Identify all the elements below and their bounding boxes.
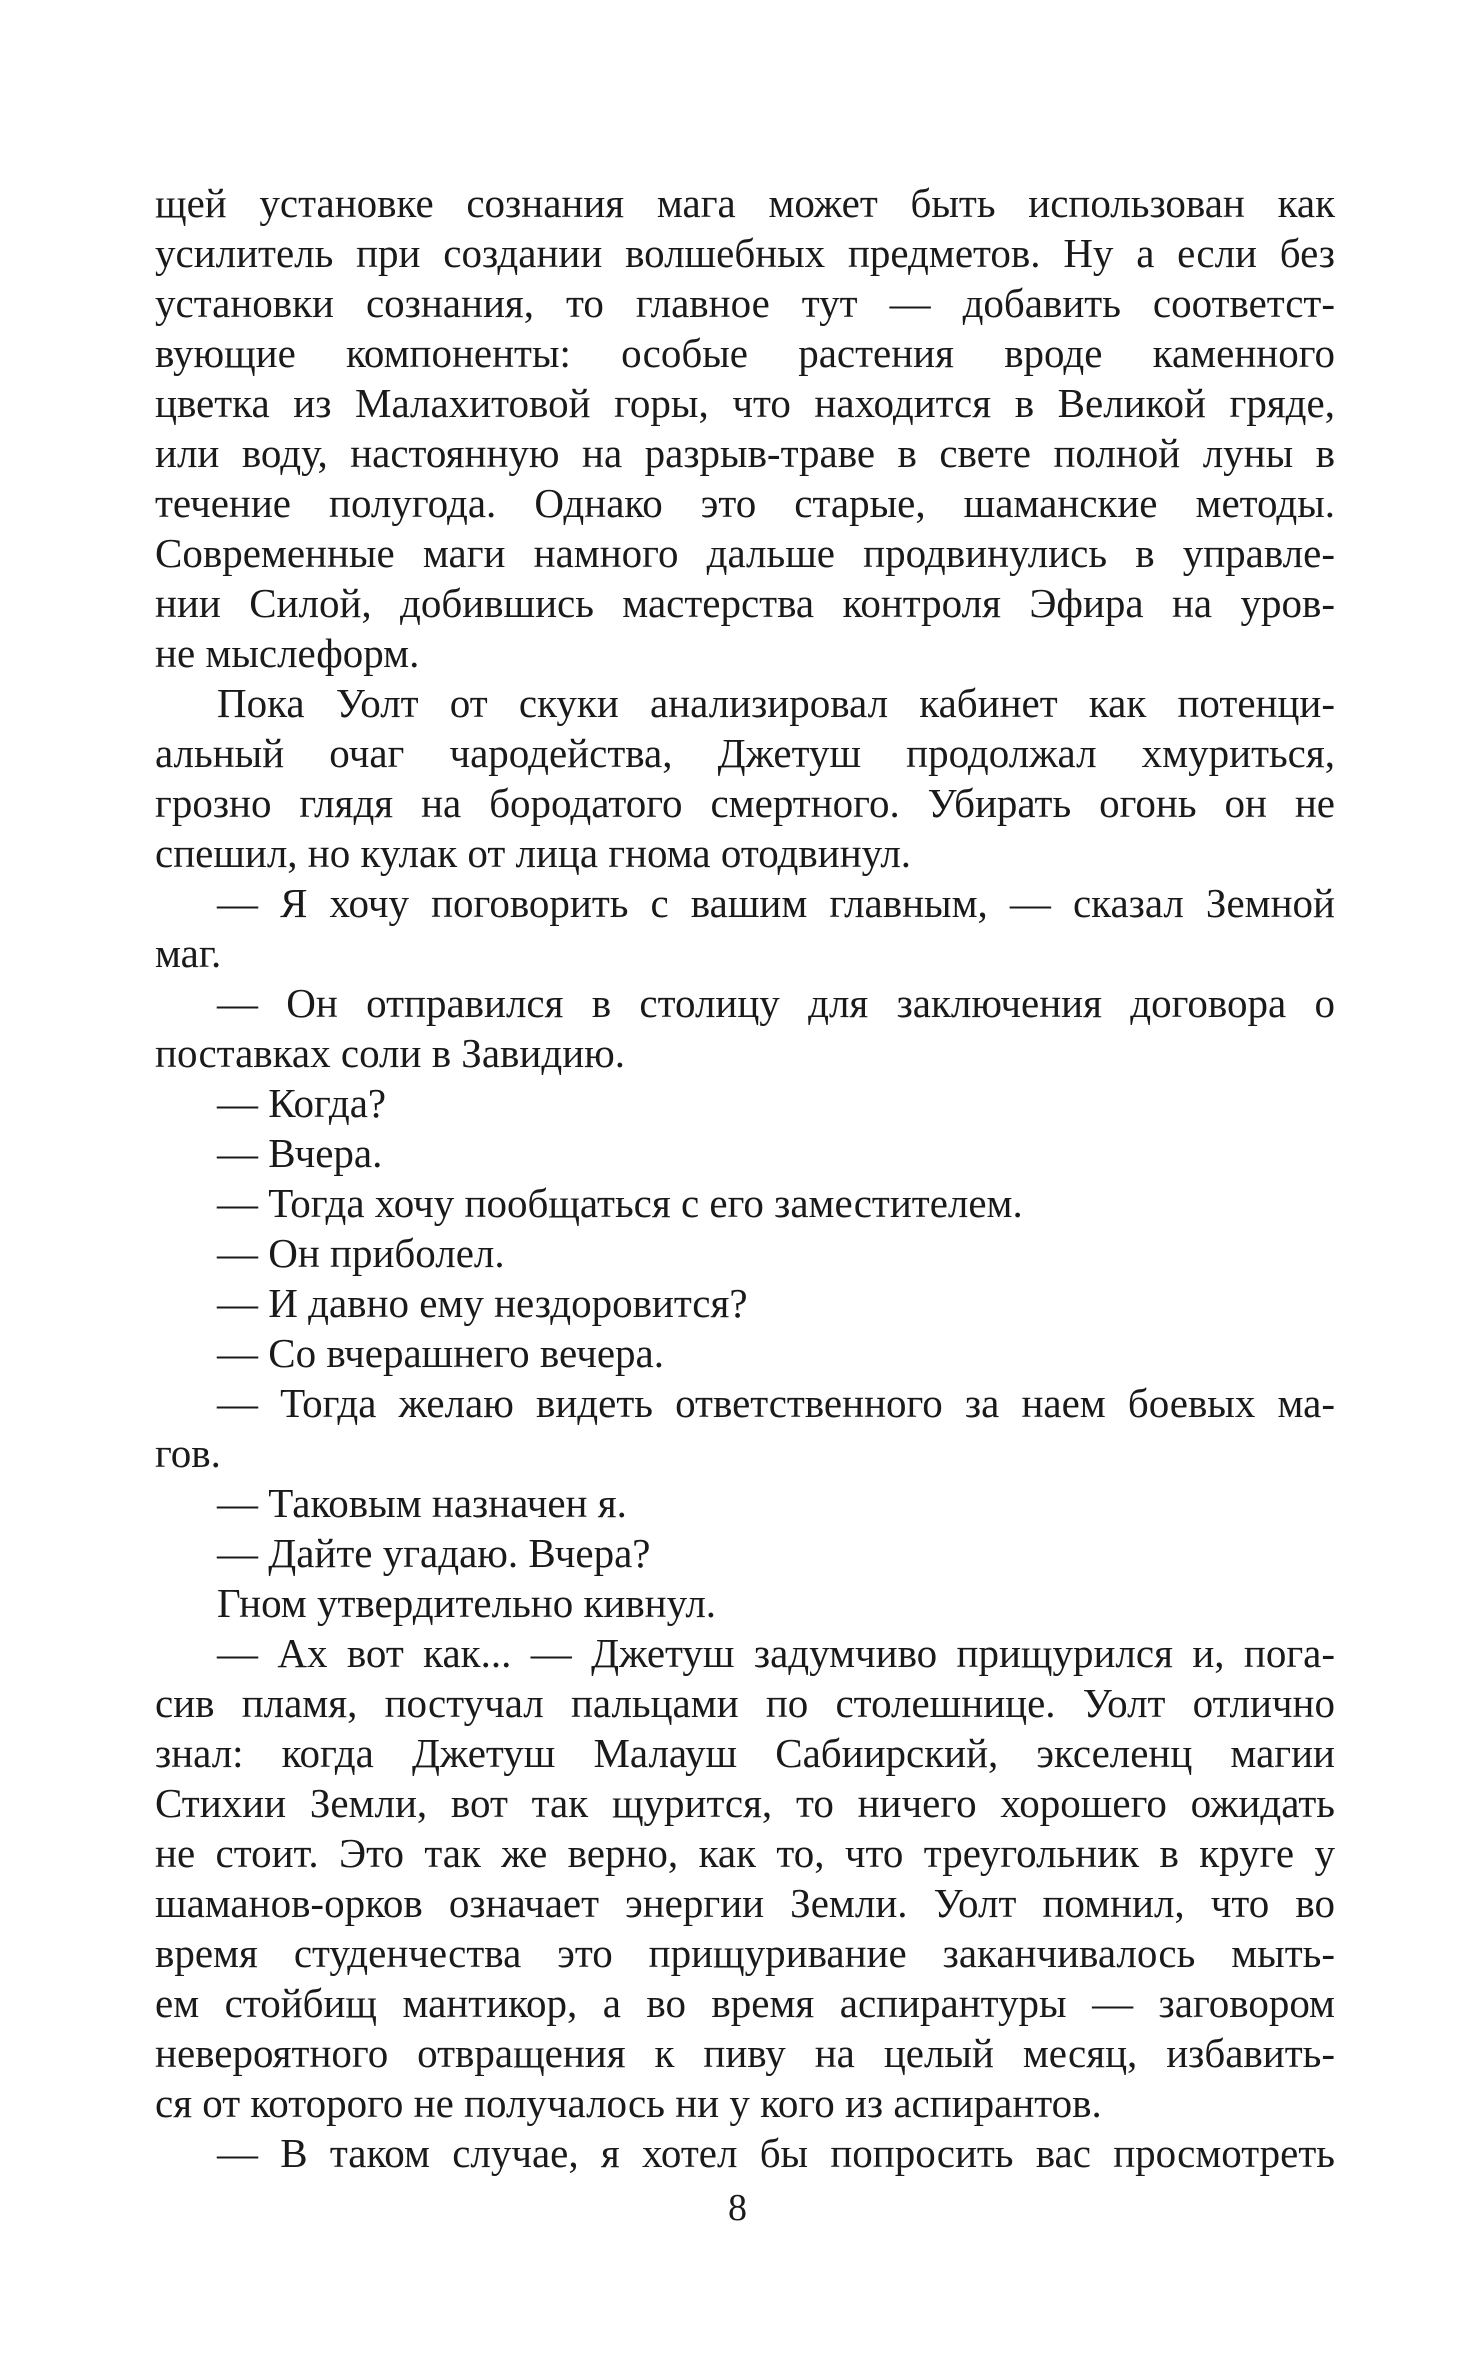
text-line: ся от которого не получалось ни у кого из аспирантов. — [155, 2080, 1102, 2126]
text-line: нии Силой, добившись мастерства контроля Эфира на уров- — [155, 580, 1335, 626]
text-line: щей установке сознания мага может быть использован как — [155, 180, 1335, 226]
text-line: — Дайте угадаю. Вчера? — [217, 1530, 651, 1576]
text-line: гов. — [155, 1430, 221, 1476]
text-line: поставках соли в Завидию. — [155, 1030, 626, 1076]
text-line: время студенчества это прищуривание заканчивалось мыть- — [155, 1930, 1335, 1976]
text-line: — Ах вот как... — Джетуш задумчиво прищурился и, пога- — [217, 1630, 1335, 1676]
text-line: маг. — [155, 930, 222, 976]
text-line: сив пламя, постучал пальцами по столешнице. Уолт отлично — [155, 1680, 1335, 1726]
text-line: — Когда? — [217, 1080, 387, 1126]
text-line: — Таковым назначен я. — [217, 1480, 627, 1526]
text-line: ем стойбищ мантикор, а во время аспирантуры — заговором — [155, 1980, 1335, 2026]
text-line: — В таком случае, я хотел бы попросить вас просмотреть — [217, 2130, 1335, 2176]
text-line: невероятного отвращения к пиву на целый месяц, избавить- — [155, 2030, 1335, 2076]
text-line: шаманов-орков означает энергии Земли. Уолт помнил, что во — [155, 1880, 1335, 1926]
text-line: — Вчера. — [217, 1130, 383, 1176]
body-text — [155, 178, 1335, 2178]
text-line: — Со вчерашнего вечера. — [217, 1330, 664, 1376]
text-line: не мыслеформ. — [155, 630, 420, 676]
text-line: Стихии Земли, вот так щурится, то ничего хорошего ожидать — [155, 1780, 1335, 1826]
text-line: вующие компоненты: особые растения вроде каменного — [155, 330, 1335, 376]
text-line: альный очаг чародейства, Джетуш продолжал хмуриться, — [155, 730, 1335, 776]
text-line: грозно глядя на бородатого смертного. Убирать огонь он не — [155, 780, 1335, 826]
text-line: или воду, настоянную на разрыв-траве в свете полной луны в — [155, 430, 1335, 476]
text-line: — И давно ему нездоровится? — [217, 1280, 748, 1326]
text-line: не стоит. Это так же верно, как то, что треугольник в круге у — [155, 1830, 1335, 1876]
text-line: — Я хочу поговорить с вашим главным, — сказал Земной — [217, 880, 1335, 926]
text-line: Современные маги намного дальше продвинулись в управле- — [155, 530, 1335, 576]
text-line: — Он отправился в столицу для заключения договора о — [217, 980, 1335, 1026]
text-line: — Он приболел. — [217, 1230, 505, 1276]
text-line: цветка из Малахитовой горы, что находится в Великой гряде, — [155, 380, 1335, 426]
text-line: Гном утвердительно кивнул. — [217, 1580, 717, 1626]
text-line: течение полугода. Однако это старые, шаманские методы. — [155, 480, 1335, 526]
text-line: установки сознания, то главное тут — добавить соответст- — [155, 280, 1335, 326]
text-line: знал: когда Джетуш Малауш Сабиирский, экселенц магии — [155, 1730, 1335, 1776]
text-line: — Тогда хочу пообщаться с его заместителем. — [217, 1180, 1023, 1226]
page-number: 8 — [728, 2187, 747, 2229]
text-line: спешил, но кулак от лица гнома отодвинул. — [155, 830, 912, 876]
text-line: усилитель при создании волшебных предметов. Ну а если без — [155, 230, 1335, 276]
text-line: Пока Уолт от скуки анализировал кабинет как потенци- — [217, 680, 1335, 726]
text-line: — Тогда желаю видеть ответственного за наем боевых ма- — [217, 1380, 1335, 1426]
